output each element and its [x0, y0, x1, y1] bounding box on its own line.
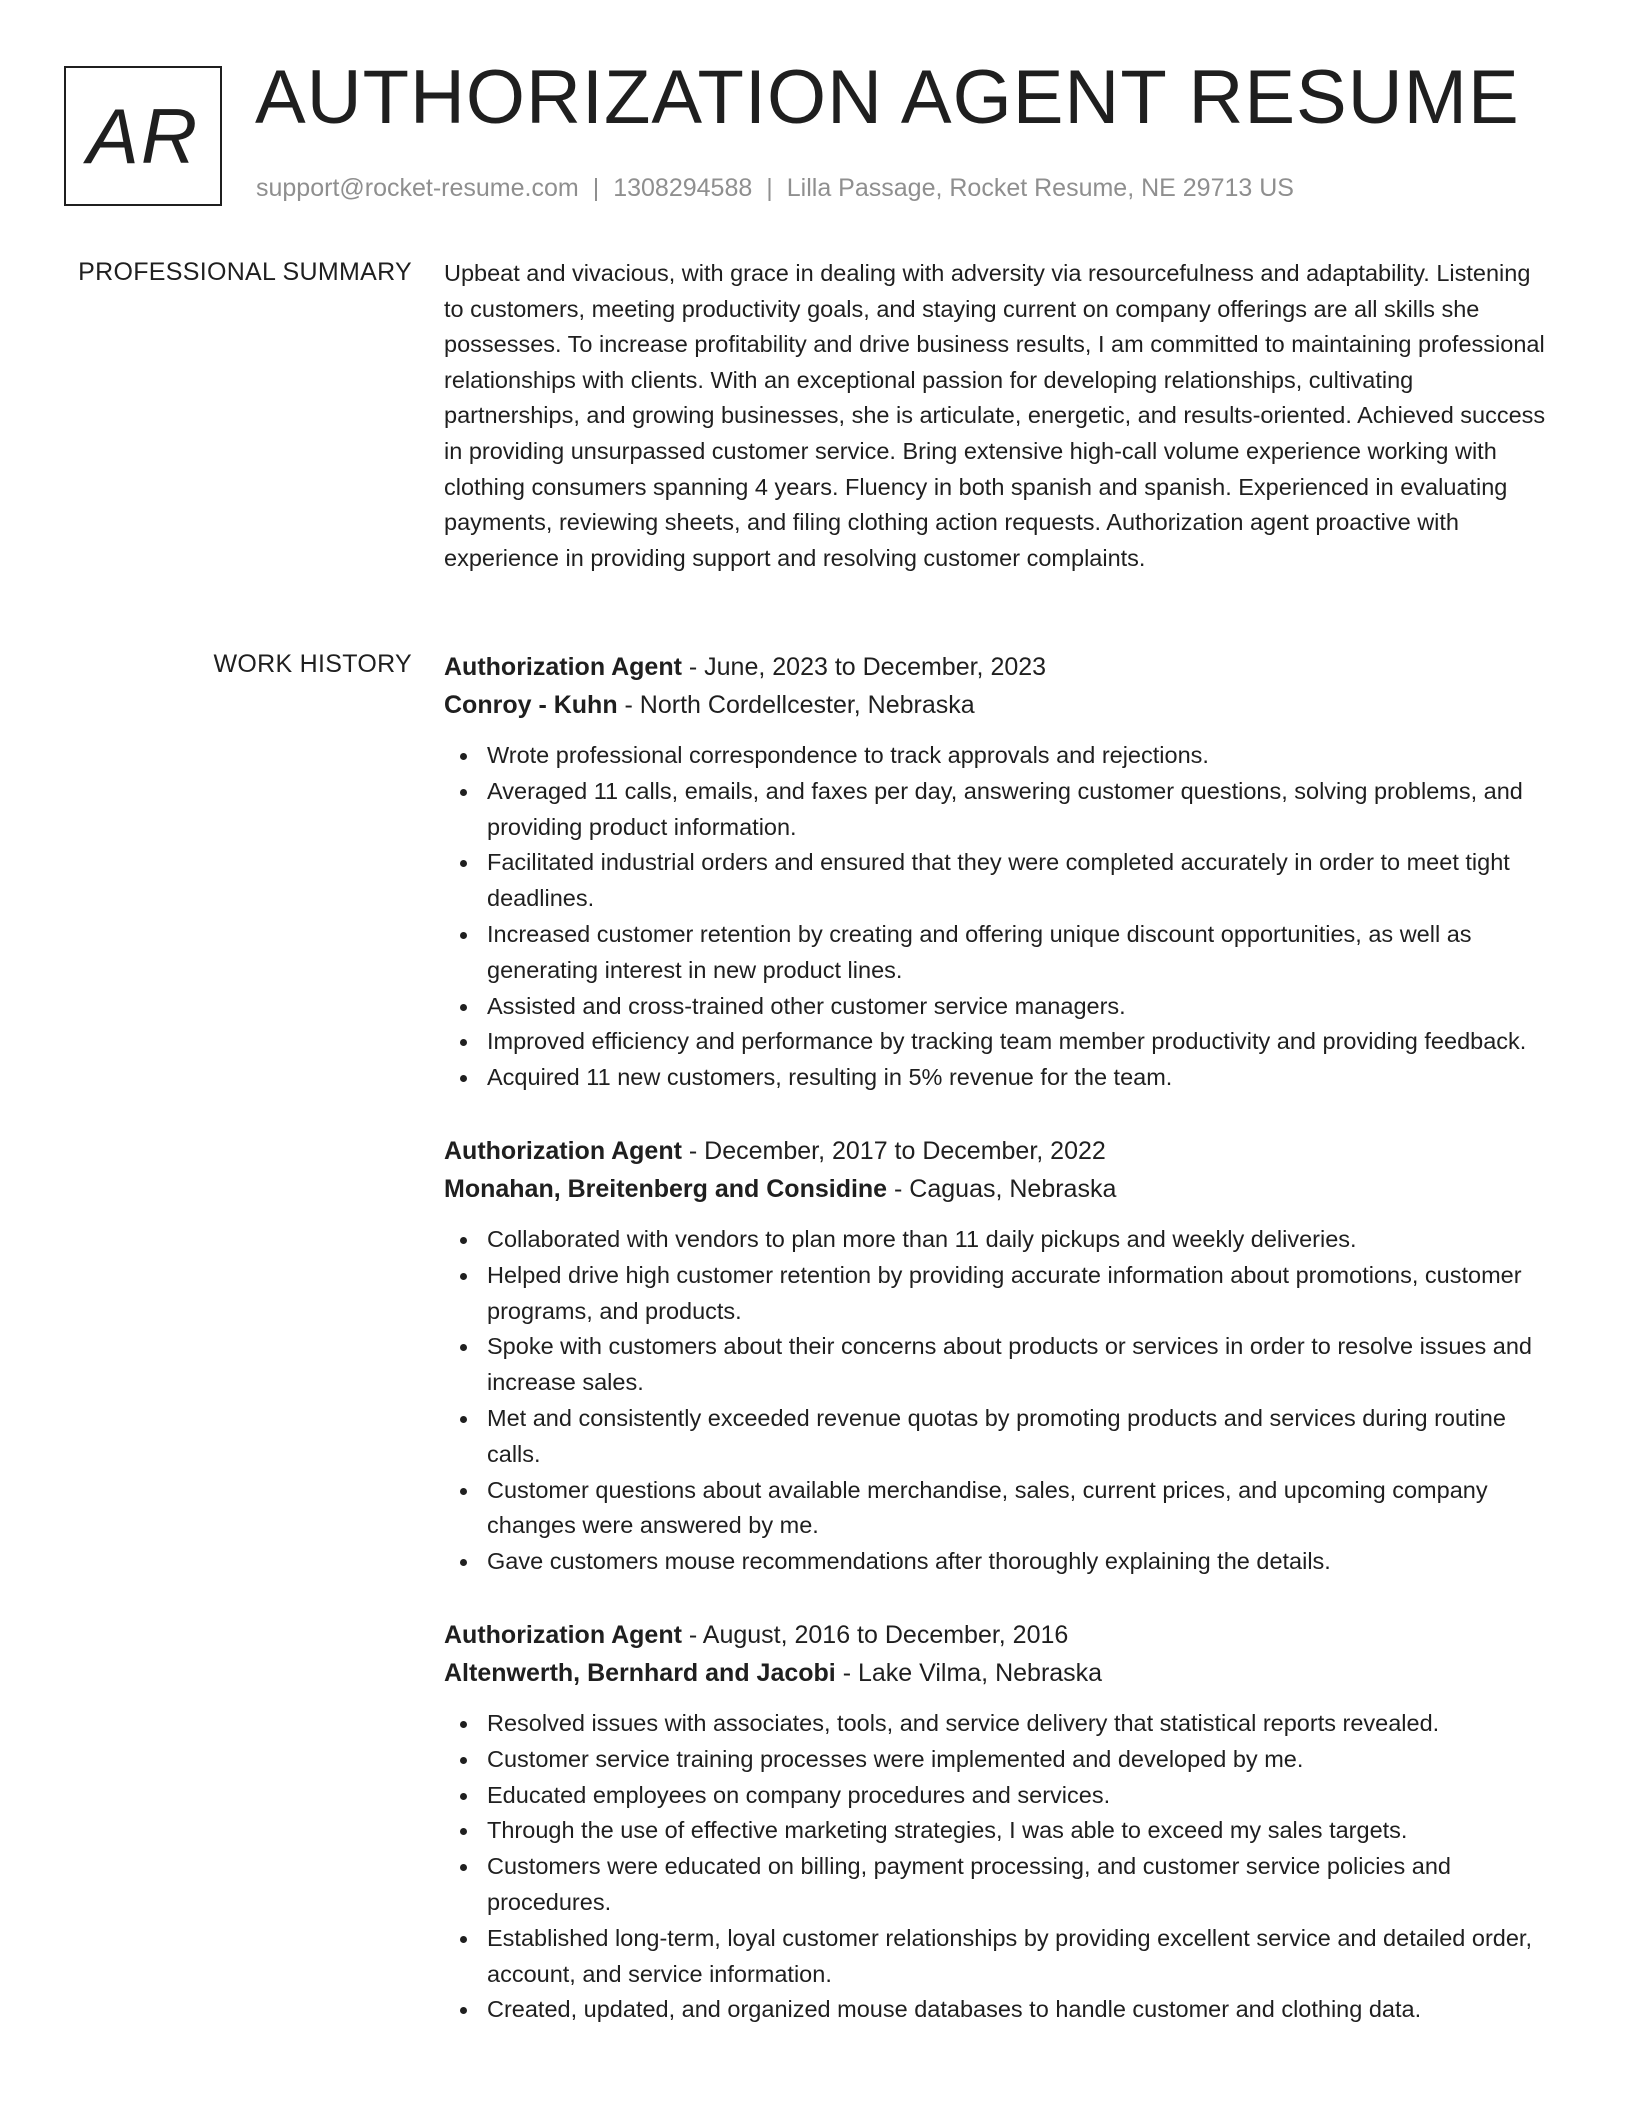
- job-bullet: Created, updated, and organized mouse databases to handle customer and clothing data.: [487, 1992, 1546, 2028]
- work-history-label: WORK HISTORY: [213, 650, 412, 678]
- job-bullet-list: [444, 1706, 1546, 2028]
- page-title: AUTHORIZATION AGENT RESUME: [255, 55, 1520, 140]
- job-bullet: Gave customers mouse recommendations after thoroughly explaining the details.: [487, 1544, 1546, 1580]
- job-bullet: Collaborated with vendors to plan more than 11 daily pickups and weekly deliveries.: [487, 1222, 1546, 1258]
- job-entry: [444, 1616, 1546, 2028]
- job-title: Authorization Agent: [444, 1136, 682, 1165]
- job-bullet: Customer service training processes were implemented and developed by me.: [487, 1742, 1546, 1778]
- job-title-line: [444, 1132, 1546, 1170]
- job-entry: [444, 1132, 1546, 1580]
- job-bullet: Increased customer retention by creating and offering unique discount opportunities, as well as generating interest in new product lines.: [487, 917, 1546, 989]
- job-bullet-list: [444, 1222, 1546, 1580]
- contact-phone: 1308294588: [613, 174, 753, 202]
- job-title-line: [444, 648, 1546, 686]
- job-bullet: Facilitated industrial orders and ensured that they were completed accurately in order to meet tight deadlines.: [487, 845, 1546, 917]
- job-bullet: Established long-term, loyal customer relationships by providing excellent service and detailed order, account, and service information.: [487, 1921, 1546, 1993]
- job-title-line: [444, 1616, 1546, 1654]
- contact-separator: |: [592, 174, 600, 202]
- initials-monogram: [64, 66, 222, 206]
- job-bullet: Improved efficiency and performance by tracking team member productivity and providing feedback.: [487, 1024, 1546, 1060]
- job-company: Conroy - Kuhn: [444, 691, 618, 719]
- job-dates: - August, 2016 to December, 2016: [681, 1620, 1069, 1649]
- job-list: [444, 648, 1546, 2064]
- initials-text: AR: [86, 91, 200, 180]
- job-company: Monahan, Breitenberg and Considine: [444, 1174, 888, 1203]
- job-bullet: Helped drive high customer retention by providing accurate information about promotions, customer programs, and products.: [487, 1258, 1546, 1330]
- job-bullet: Resolved issues with associates, tools, and service delivery that statistical reports revealed.: [487, 1706, 1546, 1742]
- job-dates: - June, 2023 to December, 2023: [681, 653, 1047, 681]
- job-bullet: Customer questions about available merchandise, sales, current prices, and upcoming company changes were answered by me.: [487, 1473, 1546, 1545]
- job-bullet: Acquired 11 new customers, resulting in 5% revenue for the team.: [487, 1060, 1546, 1096]
- job-location: - Caguas, Nebraska: [887, 1174, 1117, 1203]
- job-company: Altenwerth, Bernhard and Jacobi: [444, 1658, 836, 1687]
- contact-separator: |: [766, 174, 773, 202]
- job-location: - North Cordellcester, Nebraska: [617, 691, 975, 719]
- job-title: Authorization Agent: [444, 1620, 682, 1649]
- job-title: Authorization Agent: [444, 653, 682, 681]
- summary-label: PROFESSIONAL SUMMARY: [78, 258, 412, 286]
- job-bullet: Averaged 11 calls, emails, and faxes per day, answering customer questions, solving problems, and providing product information.: [487, 774, 1546, 846]
- job-bullet: Educated employees on company procedures and services.: [487, 1778, 1546, 1814]
- job-entry: [444, 648, 1546, 1096]
- job-bullet: Spoke with customers about their concerns about products or services in order to resolve issues and increase sales.: [487, 1329, 1546, 1401]
- job-bullet: Met and consistently exceeded revenue quotas by promoting products and services during routine calls.: [487, 1401, 1546, 1473]
- contact-line: [256, 174, 1294, 203]
- job-bullet: Wrote professional correspondence to track approvals and rejections.: [487, 738, 1546, 774]
- job-company-line: [444, 1170, 1546, 1208]
- job-dates: - December, 2017 to December, 2022: [681, 1136, 1106, 1165]
- job-bullet: Through the use of effective marketing strategies, I was able to exceed my sales targets.: [487, 1813, 1546, 1849]
- job-bullet: Assisted and cross-trained other customer service managers.: [487, 989, 1546, 1025]
- job-company-line: [444, 1654, 1546, 1692]
- job-company-line: [444, 686, 1546, 724]
- job-location: - Lake Vilma, Nebraska: [835, 1658, 1103, 1687]
- contact-email: support@rocket-resume.com: [256, 174, 579, 202]
- contact-address: Lilla Passage, Rocket Resume, NE 29713 US: [786, 174, 1294, 202]
- job-bullet: Customers were educated on billing, payment processing, and customer service policies and procedures.: [487, 1849, 1546, 1921]
- job-bullet-list: [444, 738, 1546, 1096]
- summary-text: Upbeat and vivacious, with grace in dealing with adversity via resourcefulness and adaptability. Listening to customers, meeting productivity goals, and staying current on company offerings are all skills she possesses. To increase profitability and drive business results, I am committed to maintaining professional relationships with clients. With an exceptional passion for developing relationships, cultivating partnerships, and growing businesses, she is articulate, energetic, and results-oriented. Achieved success in providing unsurpassed customer service. Bring extensive high-call volume experience working with clothing consumers spanning 4 years. Fluency in both spanish and spanish. Experienced in evaluating payments, reviewing sheets, and filing clothing action requests. Authorization agent proactive with experience in providing support and resolving customer complaints.: [444, 260, 1546, 571]
